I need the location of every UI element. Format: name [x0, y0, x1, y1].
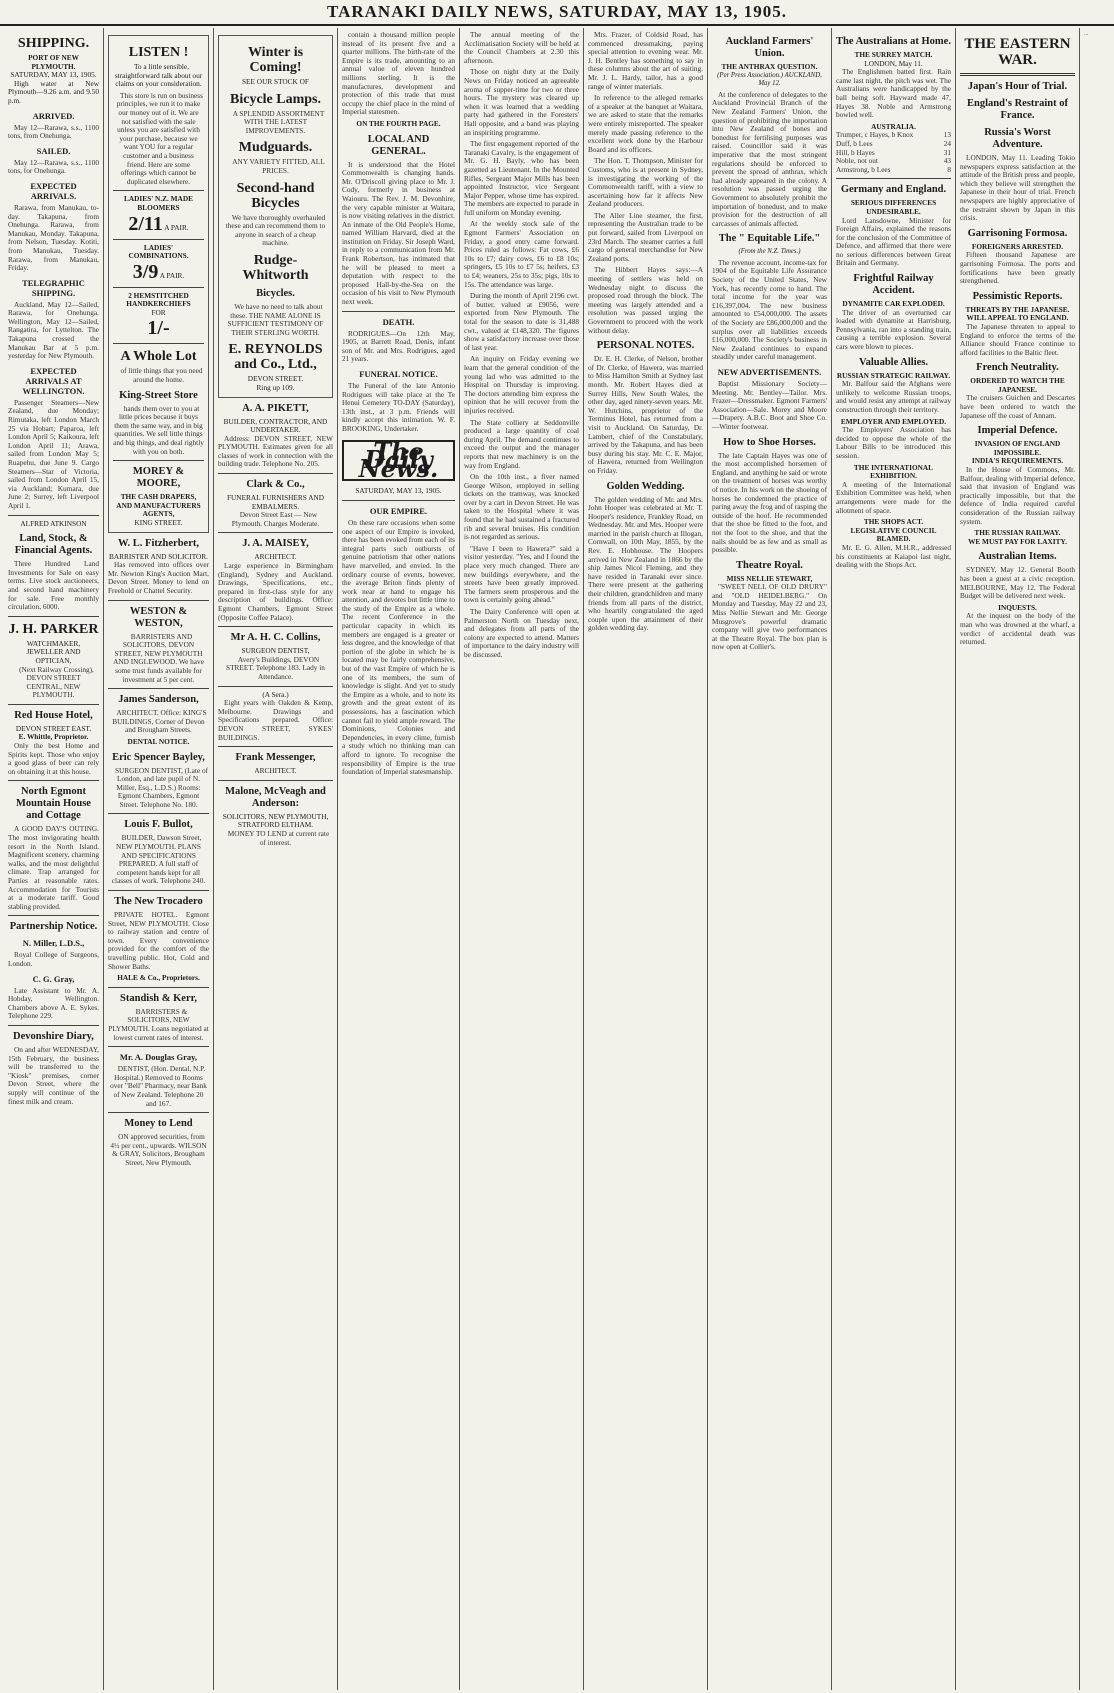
- shipping-heading: SHIPPING.: [17, 36, 90, 51]
- collins-sub: SURGEON DENTIST,: [241, 646, 310, 656]
- money-heading: Money to Lend: [124, 1118, 193, 1130]
- col6-para5: The Hibbert Hayes says:—A meeting of settlers was held on Wednesday night to discuss the proposed road through the block. The meeting was largely attended and a resolution was passed urging the Government to proceed with the work without delay.: [588, 265, 703, 335]
- war-text-4: The cruisers Guichen and Descartes have been ordered to watch the Japanese off the coast of Annam.: [960, 393, 1075, 420]
- weston-text: BARRISTERS AND SOLICITORS, DEVON STREET, NEW PLYMOUTH AND INGLEWOOD. We have some trust funds available for investment at 5 per cent.: [113, 631, 204, 684]
- bicycle-ad: [218, 35, 333, 398]
- war-text-1: LONDON, May 11. Leading Tokio newspapers express satisfaction at the attitude of the British press and people, which they believe will strengthen the Japanese in their hour of trial. French newspapers are highly appreciative of the restraint shown by Japan in this crisis.: [960, 153, 1075, 223]
- listen-text: This store is run on business principles, we run it to make our money out of it. We are not satisfied with the sale unless you are satisfied with your purchase, because we want YOU for a regular customer and a business friend. Here are some offerings which cannot be duplicated elsewhere.: [116, 90, 203, 186]
- col5-para4: During the month of April 2196 cwt. of butter, valued at £9056, were exported from New Plymouth. The total for the season to date is 31,488 cwt., valued at £148,320. The figures show a satisfactory increase over those of last year.: [464, 291, 579, 352]
- invasion-heading: INVASION OF ENGLAND IMPOSSIBLE.: [974, 439, 1061, 457]
- miller-name: N. Miller, L.D.S.,: [22, 938, 85, 949]
- sanderson-heading: James Sanderson,: [118, 694, 199, 706]
- maisey-sub: ARCHITECT.: [254, 552, 297, 562]
- neutrality-heading: French Neutrality.: [976, 362, 1059, 374]
- column-news-a: [460, 28, 584, 1690]
- bloomers-label: LADIES' N.Z. MADE BLOOMERS: [124, 194, 193, 212]
- second-hand-heading: Second-hand Bicycles: [236, 180, 315, 211]
- agent-name: ALFRED ATKINSON: [20, 518, 87, 528]
- col4-opening: contain a thousand million people instead of its present five and a quarter millions. The birth-rate of the Empire is its trade, amounting to an annual value of eleven hundred millions sterling. It is the manufactures, development and protection of this trade that must occupy the chief place in the mind of Imperial statesmen.: [342, 30, 455, 117]
- telegraphic-heading: TELEGRAPHIC SHIPPING.: [22, 277, 85, 298]
- col5-para9: The Dairy Conference will open at Palmerston North on Tuesday next, and delegates from all parts of the colony are expected to attend. Matters of importance to the dairy industry will be discussed.: [464, 607, 579, 659]
- bullot-text: BUILDER, Dawson Street, NEW PLYMOUTH. PLANS AND SPECIFICATIONS PREPARED. A full staff of competent hands kept for all classes of work. Telephone 240.: [111, 833, 206, 886]
- column-war: [956, 28, 1080, 1690]
- shipping-date: SATURDAY, MAY 13, 1905.: [10, 70, 97, 80]
- employer-heading: EMPLOYER AND EMPLOYED.: [840, 416, 947, 426]
- personal-text: Dr. E. H. Clerke, of Nelson, brother of Dr. Clerke, of Hawera, was married to Miss Hamilton Smith at Sydney last month. Mr. Robert Hayes died at Surrey Hills, New South Wales, the other day, aged ninety-seven years. Mr. W. Hutchins, proprietor of the Terminus Hotel, has returned from a visit to Auckland. On Saturday, Dr. Lambert, chief of the Constabulary, arrived by the Takapuna, and has been busy during his stay. Mr. C. E. Major, of Hawera, returned from Wellington on Friday.: [588, 354, 703, 475]
- money-text: ON approved securities, from 4½ per cent., upwards. WILSON & GRAY, Solicitors, Brougham Street, New Plymouth.: [110, 1132, 207, 1167]
- farmers-union-text: At the conference of delegates to the Auckland Provincial Branch of the New Zealand Farmers' Union, the question of prohibiting the importation into New Zealand of bones and bonedust for fertilising purposes was raised. Councillor said it was imperative that the most stringent regulations should be enforced to prevent the spread of anthrax, which had already appeared in the colony. A resolution was passed urging the Government to absolutely prohibit the importation of bonedust, and to make provision for the destruction of all carcasses of animals affected.: [712, 89, 827, 228]
- parker-address: (Next Railway Crossing), DEVON STREET CENTRAL, NEW PLYMOUTH.: [19, 664, 94, 700]
- messenger-heading: Frank Messenger,: [235, 752, 316, 764]
- hemstitched-label: 2 HEMSTITCHED HANDKERCHIEFS: [126, 290, 191, 309]
- weston-heading: WESTON & WESTON,: [129, 605, 188, 629]
- bloomers-price: 2/11: [128, 212, 163, 235]
- combinations-price: 3/9: [132, 260, 159, 283]
- fourth-page: ON THE FOURTH PAGE.: [356, 118, 441, 128]
- local-general-heading: LOCAL AND GENERAL.: [367, 133, 430, 157]
- trocadero-heading: The New Trocadero: [114, 896, 203, 908]
- surrey-heading: THE SURREY MATCH.: [854, 50, 933, 59]
- agents-text: Three Hundred Land Investments for Sale on easy terms. Live stock auctioneers, and second hand machinery for sale. Free monthly circulation, 6000.: [8, 559, 99, 612]
- war-text-2: Fifteen thousand Japanese are garrisoning Formosa. The ports and fortifications have been greatly strengthened.: [960, 250, 1075, 286]
- paper-logo: The Daily News.: [358, 436, 439, 483]
- malone-text: MONEY TO LEND at current rate of interest.: [227, 828, 330, 847]
- sanderson-text: ARCHITECT. Office: KING'S BUILDINGS, Corner of Devon and Brougham Streets.: [112, 708, 207, 735]
- arrived-text: May 12—Rarawa, s.s., 1100 tons, from Onehunga.: [8, 122, 99, 141]
- column-news-b: [584, 28, 708, 1690]
- new-adverts-heading: NEW ADVERTISEMENTS.: [717, 367, 822, 377]
- laxity-heading: WE MUST PAY FOR LAXITY.: [968, 536, 1067, 546]
- collins-heading: Mr A. H. C. Collins,: [230, 632, 321, 644]
- col6-para2: In reference to the alleged remarks of a speaker at the banquet at Waitara, we are asked to state that the remarks were entirely misreported. The speaker merely made passing reference to the excellent work done by the Harbour Board and its officers.: [588, 93, 703, 154]
- clark-sub: FUNERAL FURNISHERS AND EMBALMERS.: [226, 493, 325, 511]
- gray-dentist-heading: Mr. A. Douglas Gray,: [119, 1052, 198, 1063]
- column-edge: [1080, 28, 1110, 1690]
- clark-heading: Clark & Co.,: [246, 479, 305, 491]
- telegraphic-text: Auckland, May 12—Sailed, Rarawa, for Onehunga. Wellington, May 12—Sailed, Rangatira, for Lyttelton. The Takapuna crossed the Manukau Bar at 5 p.m. yesterday for New Plymouth.: [8, 299, 99, 361]
- malone-heading: Malone, McVeagh and Anderson:: [225, 785, 326, 809]
- golden-wedding-heading: Golden Wedding.: [606, 480, 685, 492]
- standish-text: BARRISTERS & SOLICITORS, NEW PLYMOUTH. Loans negotiated at lowest current rates of interest.: [108, 1006, 209, 1042]
- parker-name: J. H. PARKER: [8, 621, 99, 637]
- edge-text: ...: [1084, 31, 1089, 37]
- maisey-text: Large experience in Birmingham (England), Sydney and Auckland. Drawings, Specifications, etc., prepared in first-class style for any description of buildings. Office: Egmont Chambers, Egmont Street (Opposite Coffee Palace).: [218, 561, 333, 622]
- ring-up: Ring up 109.: [256, 382, 295, 392]
- score-table: [836, 131, 951, 174]
- germany-heading: Germany and England.: [840, 184, 947, 196]
- king-street-address: KING STREET.: [134, 518, 183, 527]
- golden-text: The golden wedding of Mr. and Mrs. John Hooper was celebrated at Mr. T. Hooper's residence, Frankley Road, on Wednesday. Mr. and Mrs. Hooper were married in the parish church at Illogan, Cornwall, on 10th May, 1855, by the Rev. E. Hobhouse. The Hoopers arrived in New Zealand in 1866 by the ship James Nicol Fleming, and they have resided in Taranaki ever since. There were present at the gathering their children, grandchildren and many friends from all parts of the district, who heartily congratulated the aged couple upon the attainment of their golden wedding day.: [588, 494, 703, 633]
- col3-filler: Eight years with Oakden & Kemp, Melbourne. Drawings and Specifications prepared. Office: DEVON STREET, SYKES' BUILDINGS.: [218, 698, 333, 742]
- australian-heading: Australian Items.: [978, 551, 1057, 563]
- rudge-text: We have no need to talk about these. THE NAME ALONE IS SUFFICIENT TESTIMONY OF THEIR STERLING WORTH.: [227, 301, 324, 337]
- miller-text: Royal College of Surgeons, London.: [8, 950, 99, 968]
- col6-para3: The Hon. T. Thompson, Minister for Customs, who is at present in Sydney, is investigating the working of the Commonwealth tariff, with a view to ascertaining how far it affects New Zealand producers.: [588, 156, 703, 209]
- parker-sub: WATCHMAKER, JEWELLER AND OPTICIAN,: [26, 638, 81, 665]
- dental-notice: DENTAL NOTICE.: [127, 736, 190, 746]
- appeal-heading: WILL APPEAL TO ENGLAND.: [966, 313, 1069, 323]
- germany-text: Lord Lansdowne, Minister for Foreign Affairs, explained the reasons for the conclusion of the Committee of Defence, and affirmed that there were no serious differences between Great Britain and Germany.: [836, 215, 951, 268]
- bicycles-heading: Bicycles.: [256, 287, 295, 299]
- hotel-proprietor: E. Whittle, Proprietor.: [18, 732, 89, 742]
- empire-heading: OUR EMPIRE.: [369, 505, 428, 516]
- japan-heading: Japan's Hour of Trial.: [967, 81, 1068, 92]
- germany-sub: SERIOUS DIFFERENCES UNDESIRABLE.: [850, 198, 937, 216]
- see-stock: SEE OUR STOCK OF: [242, 77, 309, 86]
- russia-heading: Russia's Worst Adventure.: [984, 127, 1051, 150]
- col5-para2: The first engagement reported of the Taranaki Cavalry, is the engagement of Mr. G. H. Bayly, who has been gazetted as Lieutenant. In the Mounted Rifles, Sergeant Major Mills has been appointed Instructor, vice Sergeant Major Pepper, whose time has expired. The members are expected to parade in full uniform on Monday evening.: [464, 139, 579, 217]
- king-street-text: hands them over to you at little prices because it buys them the same way, and in big quantities. We sell little things and big things, and deal rightly with you on both.: [113, 403, 204, 456]
- theatre-sub: MISS NELLIE STEWART,: [726, 573, 813, 583]
- horses-text: The late Captain Hayes was one of the most accomplished horsemen of England, and anything he said or wrote on the treatment of horses was worthy of notice. In his work on the shoeing of horses he condemned the practice of paring away the frog and of rasping the outside of the hoof. He recommended that the shoe be fitted to the foot, and not the foot to the shoe, and that the nails should be as few and as small as possible.: [712, 450, 827, 555]
- score-row: Hill, b Hayes 31: [836, 147, 951, 157]
- gray-name: C. G. Gray,: [32, 973, 75, 984]
- mudguards-text: ANY VARIETY FITTED, ALL PRICES.: [232, 157, 325, 175]
- arrived-heading: ARRIVED.: [32, 110, 75, 121]
- collins-text: Avery's Buildings, DEVON STREET. Telephone 183. Lady in Attendance.: [226, 654, 325, 681]
- listen-ad: [108, 35, 209, 533]
- second-hand-text: We have thoroughly overhauled these and can recommend them to anyone in search of a cheap machine.: [225, 212, 326, 248]
- allies-heading: Valuable Allies.: [858, 356, 929, 368]
- empire-text: On these rare occasions when some one aspect of our Empire is invoked, there has been evoked from each of its integral parts such outbursts of genuine patriotism that other nations have marvelled, and envied. In the ordinary course of events, however, the average Briton finds plenty of work near at hand to engage his attention, and devotes but little time to the study of the Empire as a whole. The recent Conference in the particular capacity in which its members are engaged is a greater or less degree, and the knowledge of that portion of the globe in which he is located may be fairly comprehensive, but of the vast Empire of which he is one of its members, the sum of knowledge is slight. And yet to study the Empire as a whole, and to note its growth and the great extent of its possessions, has a fascination which cannot fail to yield ample reward. The Dominions, Colonies and Dependencies, in every clime, furnish a study which no thinking man can afford to ignore. To recognise the responsibility of Empire is the true foundation of Imperial statesmanship.: [342, 517, 455, 777]
- devonshire-heading: Devonshire Diary,: [13, 1030, 94, 1042]
- fitzherbert-text: Has removed into offices over Mr. Newton King's Auction Mart, Devon Street. Money to lend on Freehold or Chattel Security.: [108, 560, 209, 595]
- horses-heading: How to Shoe Horses.: [723, 436, 816, 448]
- score-row: Noble, not out 43: [836, 156, 951, 166]
- eastern-war-heading: THE EASTERN WAR.: [964, 36, 1071, 68]
- wellington-text: Passenger Steamers—New Zealand, due Monday; Rimutaka, left London March 25 via Hobart; Paparoa, left London April 5; Kaikoura, left London April 11; Arawa, sailed from London May 5; Ruapehu, due June 9. Cargo Steamers—Star of Victoria, sailed from London April 15, via Auckland; Kumara, due June 2; Surrey, left Liverpool April 1.: [8, 397, 99, 510]
- pessimistic-heading: Pessimistic Reports.: [972, 290, 1063, 302]
- col5-para5: An inquiry on Friday evening we learn that the general condition of the young lad who was admitted to the Hospital on Thursday is improving. The doctors attending him express the opinion that he will recover from the injuries received.: [464, 354, 579, 415]
- railway-text: The driver of an overturned car loaded with dynamite at Harrisburg, Pennsylvania, ran into a standing train, causing a terrible explosion. Several cars were blown to pieces.: [836, 307, 951, 352]
- devonshire-text: On and after WEDNESDAY, 15th February, the business will be transferred to the "Kiosk" premises, corner Devon Street, where the supply will continue of the finest milk and cream.: [8, 1044, 99, 1106]
- score-heading: AUSTRALIA.: [871, 121, 916, 131]
- editorial-date: SATURDAY, MAY 13, 1905.: [355, 486, 442, 496]
- exhibition-text: A meeting of the International Exhibition Committee was held, when arrangements were made for the allotment of space.: [836, 479, 951, 515]
- war-text-6: SYDNEY, May 12. General Booth has been a guest at a civic reception. MELBOURNE, May 12. The Federal Budget will be delivered next week.: [960, 565, 1075, 601]
- morey-heading: MOREY & MOORE,: [132, 466, 185, 490]
- hotel-text: Only the best Home and Spirits kept. Those who enjoy a good glass of beer can rely on obtaining it at this house.: [8, 741, 99, 776]
- fitzherbert-sub: BARRISTER AND SOLICITOR.: [109, 551, 208, 561]
- winter-heading: Winter is Coming!: [247, 45, 304, 75]
- pikett-text: Address: DEVON STREET, NEW PLYMOUTH. Estimates given for all classes of work in connection with the building trade. Telephone No. 205.: [218, 433, 333, 469]
- maisey-heading: J. A. MAISEY,: [242, 538, 309, 550]
- new-adverts-text: Baptist Missionary Society—Meeting. Mr. Bentley—Tailor. Mrs. Frazer—Dressmaker. Egmont Farmers' Association—Sale. Morey and Moore—Drapery. A.B.C. Boot and Shoe Co.—Winter footwear.: [712, 379, 827, 431]
- sailed-text: May 12—Rarawa, s.s., 1100 tons, for Onehunga.: [8, 157, 99, 176]
- ordered-heading: ORDERED TO WATCH THE JAPANESE.: [970, 376, 1065, 394]
- mudguards-heading: Mudguards.: [238, 140, 313, 156]
- newspaper-title: TARANAKI DAILY NEWS, SATURDAY, MAY 13, 1905.: [327, 2, 787, 21]
- king-street-heading: King-Street Store: [119, 389, 198, 401]
- local-general-text: It is understood that the Hotel Commonwealth is changing hands. Mr. O'Driscoll giving place to Mr. J. Cody, formerly in business at Waiouru. The Rev. J. M. Devonhire, the very capable minister at Waitara, is now visiting relatives in the district. An inmate of the Old People's Home, named William Harvard, died at the institution on Friday. Sir Joseph Ward, in reply to a communication from Mr. Frank Robertson, has intimated that he will be pleased to meet a deputation with respect to the proposed Hall-by-the-Sea on the occasion of his visit to New Plymouth next week.: [342, 159, 455, 307]
- bloomers-unit: A PAIR.: [164, 222, 189, 232]
- employer-text: The Employers' Association has decided to oppose the whole of the Labour Bills to be introduced this session.: [836, 425, 951, 460]
- whole-lot-text: of little things that you need around the home.: [120, 366, 203, 385]
- railway-sub: DYNAMITE CAR EXPLODED.: [842, 299, 945, 309]
- surrey-text: The Englishmen batted first. Rain came last night, the pitch was wet. The Australians were handicapped by the ball being soft. Hayward made 47, Hayes 38. Noble and Armstrong bowled well.: [836, 67, 951, 120]
- column-shipping: [4, 28, 104, 1690]
- col5-para6: The State colliery at Seddonville produced a large quantity of coal during April. The demand continues to exceed the output and the manager reports that new machinery is on the way from England.: [464, 417, 579, 470]
- messenger-sub: ARCHITECT.: [254, 766, 297, 776]
- defence-heading: Imperial Defence.: [977, 425, 1058, 437]
- hemstitched-price: 1/-: [147, 317, 170, 340]
- devon-street: DEVON STREET.: [247, 374, 304, 384]
- combinations-unit: A PAIR.: [159, 270, 185, 280]
- combinations-label: LADIES' COMBINATIONS.: [128, 242, 189, 261]
- shops-heading: THE SHOPS ACT.: [863, 517, 924, 527]
- col6-para4: The Aller Line steamer, the first, representing the Australian trade to be put forward, sailed from Liverpool on 23rd March. The steamer carries a full cargo of general merchandise for New Zealand ports.: [588, 210, 703, 263]
- col5-para3: At the weekly stock sale of the Egmont Farmers' Association on Friday, a good entry came forward. Prices ruled as follows: Fat cows, £6 10s to £7; dairy cows, £6 to £8 10s; springers, £5 10s to £7 5s; heifers, £3 to £4; weaners, 25s to 35s; pigs, 10s to 15s. The attendance was large.: [464, 219, 579, 289]
- col6-para1: Mrs. Frazer, of Coldsid Road, has commenced dressmaking, paying special attention to evening wear. Mr. J. H. Bentley has something to say in these columns about the art of suiting. Mr. J. L. Hardy, tailor, has a good range of winter materials.: [588, 30, 703, 91]
- meeting-lead: The annual meeting of the Acclimatisation Society: [464, 30, 579, 48]
- bayley-heading: Eric Spencer Bayley,: [112, 751, 205, 763]
- england-heading: England's Restraint of France.: [967, 98, 1068, 121]
- standish-heading: Standish & Kerr,: [120, 992, 197, 1004]
- north-egmont-text: A GOOD DAY'S OUTING. The most invigorating health resort in the North Island. Magnificent scenery, charming walks, and the most delightful climate. Trap arranged for Parties at reasonable rates. Accommodation for Tourists at a moderate tariff. Good stabling provided.: [8, 824, 99, 911]
- hotel-street: DEVON STREET EAST.: [15, 723, 92, 733]
- tides: High water at New Plymouth—9.26 a.m. and 9.50 p.m.: [8, 78, 99, 105]
- anthrax-heading: THE ANTHRAX QUESTION.: [721, 62, 818, 71]
- whole-lot-heading: A Whole Lot: [120, 349, 197, 365]
- column-news-c: [708, 28, 832, 1690]
- column-ads-bicycles: [214, 28, 338, 1690]
- sera-note: (A Sera.): [262, 689, 289, 699]
- score-row: Armstrong, b Lees 8: [836, 164, 951, 174]
- fitzherbert-heading: W. L. Fitzherbert,: [118, 537, 199, 549]
- war-text-3: The Japanese threaten to appeal to England to enforce the terms of the Alliance should France continue to afford facilities to the Baltic fleet.: [960, 321, 1075, 357]
- india-heading: INDIA'S REQUIREMENTS.: [971, 456, 1064, 466]
- malone-sub: SOLICITORS, NEW PLYMOUTH, STRATFORD ELTHAM.: [222, 811, 329, 830]
- masthead: [0, 0, 1114, 26]
- legislative-heading: LEGISLATIVE COUNCIL BLAMED.: [850, 525, 937, 544]
- surrey-dateline: LONDON, May 11.: [864, 58, 923, 68]
- col5-para7: On the 10th inst., a fiver named George Wilson, employed in selling tickets on the tramway, was knocked over by a cart in Devon Street. He was taken to the Hospital where it was found that he had sustained a fractured rib and several bruises. His condition is not regarded as serious.: [464, 472, 579, 542]
- farmers-union-source: (Per Press Association.) AUCKLAND, May 12.: [717, 71, 822, 88]
- north-egmont-heading: North Egmont Mountain House and Cottage: [16, 786, 91, 822]
- lamps-text: A SPLENDID ASSORTMENT WITH THE LATEST IMPROVEMENTS.: [232, 108, 325, 135]
- formosa-heading: Garrisoning Formosa.: [967, 227, 1068, 239]
- reynolds-heading: E. REYNOLDS and Co., Ltd.,: [228, 342, 323, 373]
- bayley-text: SURGEON DENTIST, (Late of London, and late pupil of N. Miller, Esq., L.D.S.) Rooms: Egmont Chambers, Egmont Street. Telephone No. 180.: [114, 765, 209, 809]
- allies-sub: RUSSIAN STRATEGIC RAILWAY.: [836, 370, 951, 380]
- clark-text: Devon Street East — New Plymouth. Charges Moderate.: [231, 510, 320, 528]
- port-name: PORT OF NEW PLYMOUTH.: [28, 53, 79, 71]
- page-columns: [4, 28, 1110, 1690]
- equitable-text: The revenue account, income-tax for 1904 of the Equitable Life Assurance Society of the United States, New York, has recently come to hand. The total income for the year was £16,397,004. The new business amounted to £54,000,000. The assets of the Society are £86,000,000 and the surplus over all liabilities exceeds £16,000,000. The Society's business in New Zealand continues to expand steadily under careful management.: [712, 257, 827, 362]
- legislative-text: Mr. E. G. Allen, M.H.R., addressed his constituents at Kaiapoi last night, dealing with the Shops Act.: [836, 542, 951, 570]
- score-row: Trumper, c Hayes, b Knox 13: [836, 130, 951, 140]
- railway-heading: Frightful Railway Accident.: [853, 273, 934, 297]
- war-text-5: In the House of Commons, Mr. Balfour, dealing with Imperial defence, said that invasion of England was practically impossible, but that the defence of India required careful consideration of the Russian railway system.: [960, 465, 1075, 526]
- gray-text: Late Assistant to Mr. A. Hobday, Wellington. Chambers above A. E. Sykes. Telephone 229.: [8, 985, 99, 1021]
- partnership-heading: Partnership Notice.: [9, 921, 98, 933]
- railway-heading-war: THE RUSSIAN RAILWAY.: [974, 528, 1061, 538]
- col5-meeting: The annual meeting of the Acclimatisation Society will be held at the Council Chambers at 2.30 this afternoon.: [464, 30, 579, 65]
- sailed-heading: SAILED.: [36, 145, 71, 156]
- equitable-sub: (From the N.Z. Times.): [738, 248, 801, 256]
- death-heading: DEATH.: [382, 316, 415, 327]
- gray-dentist-text: DENTIST, (Hon. Dental, N.P. Hospital.) Removed to Rooms over "Bell" Pharmacy, near Bank of New Zealand. Telephone 20 and 167.: [110, 1064, 207, 1108]
- death-text: RODRIGUES—On 12th May, 1905, at Barrett Road, Denis, infant son of Mr. and Mrs. Rodrigues, aged 21 years.: [342, 328, 455, 364]
- column-cables: [832, 28, 956, 1690]
- wellington-heading: EXPECTED ARRIVALS AT WELLINGTON.: [22, 365, 85, 396]
- rudge-heading: Rudge-Whitworth: [242, 252, 309, 283]
- funeral-heading: FUNERAL NOTICE.: [359, 369, 438, 379]
- column-editorial: [338, 28, 460, 1690]
- expected-text: Rarawa, from Manukau, to-day. Takapuna, from Onehunga. Rarawa, from Manukau, Monday. Takapuna, from Nelson, Tuesday. Kotiti, from Manukau, Tuesday. Rarawa, from Manukau, Friday.: [8, 202, 99, 273]
- pikett-sub: BUILDER, CONTRACTOR, AND UNDERTAKER.: [223, 416, 328, 435]
- inquests-heading: INQUESTS.: [998, 602, 1037, 612]
- pikett-heading: A. A. PIKETT,: [242, 402, 309, 414]
- agents-heading: Land, Stock, & Financial Agents.: [14, 533, 93, 557]
- cash-drapers: THE CASH DRAPERS, AND MANUFACTURERS AGENTS,: [116, 492, 201, 519]
- paper-logo-box: [342, 436, 455, 483]
- score-row: Duff, b Lees 24: [836, 138, 951, 148]
- theatre-heading: Theatre Royal.: [736, 559, 803, 571]
- equitable-heading: The " Equitable Life.": [718, 233, 821, 245]
- column-ads-drapery: [104, 28, 214, 1690]
- col5-para8: "Have I been to Hawera?" said a visitor yesterday. "Yes, and I found the place very much changed. There are new buildings everywhere, and the streets have been greatly improved. The farmers seem prosperous and the town is certainly going ahead.": [464, 543, 579, 605]
- threats-heading: THREATS BY THE JAPANESE.: [965, 304, 1070, 314]
- bicycle-lamps-heading: Bicycle Lamps.: [230, 91, 321, 107]
- personal-heading: PERSONAL NOTES.: [596, 340, 695, 352]
- expected-heading: EXPECTED ARRIVALS.: [30, 180, 77, 201]
- exhibition-heading: THE INTERNATIONAL EXHIBITION.: [853, 462, 934, 481]
- listen-heading: LISTEN !: [128, 45, 189, 60]
- theatre-text: "SWEET NELL OF OLD DRURY" and "OLD HEIDELBERG." On Monday and Tuesday, May 22 and 23, Miss Nellie Stewart and Mr. George Musgrove's powerful dramatic company will give two performances at the Theatre Royal. The box plan is now open at Collier's.: [712, 582, 827, 652]
- hemstitched-for: FOR: [151, 307, 166, 317]
- col5-para1: Those on night duty at the Daily News on Friday noticed an agreeable aroma of supper-time for two or three hours. The mystery was cleared up when it was learned that a wedding party had gathered in the Foresters' Hall opposite, and a band was playing an inspiriting programme.: [464, 67, 579, 137]
- allies-text: Mr. Balfour said the Afghans were unlikely to welcome Russian troops, and would resist any attempt at railway construction through their territory.: [836, 379, 951, 414]
- australians-heading: The Australians at Home.: [836, 36, 951, 47]
- hotel-name: Red House Hotel,: [14, 709, 93, 721]
- bullot-heading: Louis F. Bullot,: [124, 819, 193, 831]
- war-text-7: At the inquest on the body of the man who was drowned at the wharf, a verdict of accidental death was returned.: [960, 611, 1075, 647]
- farmers-union-heading: Auckland Farmers' Union.: [725, 36, 814, 59]
- foreigners-heading: FOREIGNERS ARRESTED.: [971, 241, 1064, 251]
- funeral-text: The Funeral of the late Antonio Rodrigues will take place at the Te Henui Cemetery TO-DAY (Saturday), 13th inst., at 3 p.m. Friends will kindly accept this intimation. W. F. BROOKING, Undertaker.: [342, 381, 455, 433]
- listen-sub: To a little sensible, straightforward talk about our claims on your consideration.: [114, 62, 203, 89]
- trocadero-text: PRIVATE HOTEL. Egmont Street, NEW PLYMOUTH. Close to railway station and centre of town. Every convenience provided for the comfort of the travelling public. Hot, Cold and Shower Baths.: [108, 910, 209, 971]
- hale-proprietors: HALE & Co., Proprietors.: [117, 973, 200, 983]
